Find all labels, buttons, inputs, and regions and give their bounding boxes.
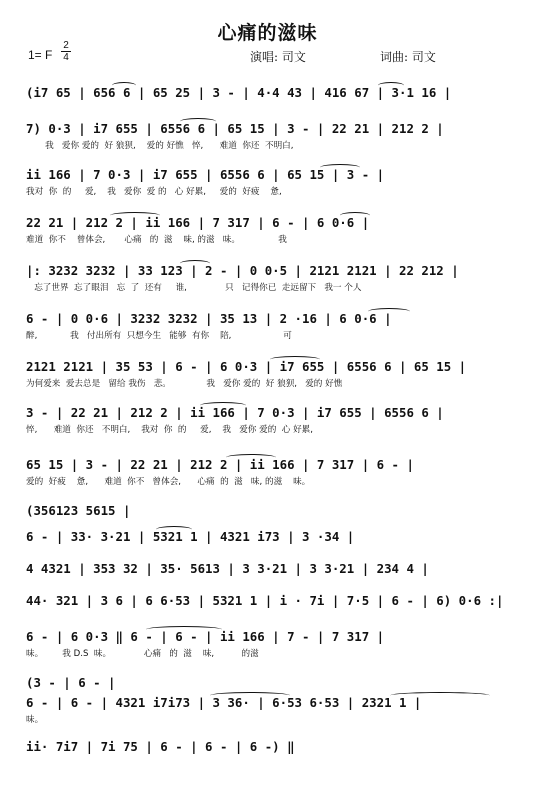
lyric-line: 爱的 好疲 惫, 难道 你不 曾体会, 心痛 的 滋 味, 的滋 味。: [26, 477, 311, 487]
staff-system: [26, 312, 516, 342]
slur-mark: [200, 402, 246, 409]
time-signature: [60, 40, 72, 63]
slur-mark: [180, 118, 216, 125]
lyric-line: 难道 你不 曾体会, 心痛 的 滋 味, 的滋 味。 我: [26, 235, 287, 245]
slur-mark: [226, 454, 276, 461]
lyric-line: 我 爱你 爱的 好 狼狈, 爱的 好憔 悴, 难道 你还 不明白,: [26, 141, 294, 151]
notation-line: 3 - | 22 21 | 212 2 | ii 166 | 7 0·3 | i7 655 | 6556 6 |: [26, 406, 444, 420]
lyric-line: [26, 104, 516, 116]
slur-mark: [210, 692, 290, 699]
staff-system: [26, 696, 516, 726]
staff-system: [26, 406, 516, 436]
key-signature: 1= F: [28, 48, 53, 62]
staff-system: [26, 562, 516, 576]
lyric-line: 味。: [26, 715, 44, 725]
singer-credit: 演唱: 司文: [250, 50, 306, 64]
slur-mark: [112, 82, 136, 89]
lyric-line: 醉, 我 付出所有 只想今生 能够 有你 陪, 可: [26, 331, 292, 341]
slur-mark: [368, 308, 410, 315]
notation-line: 44· 321 | 3 6 | 6 6·53 | 5321 1 | i · 7i | 7·5 | 6 - | 6) 0·6 :|: [26, 594, 504, 608]
notation-line: 6 - | 6 0·3 ‖ 6 - | 6 - | ii 166 | 7 - | 7 317 |: [26, 630, 385, 644]
lyric-line: 我对 你 的 爱, 我 爱你 爱 的 心 好累, 爱的 好疲 惫,: [26, 187, 282, 197]
notation-line: (i7 65 | 656 6 | 65 25 | 3 - | 4·4 43 | 416 67 | 3·1 16 |: [26, 86, 452, 100]
staff-system: [26, 504, 516, 518]
staff-system: [26, 216, 516, 246]
notation-line: 6 - | 33· 3·21 | 5321 1 | 4321 i73 | 3 ·34 |: [26, 530, 355, 544]
slur-mark: [110, 212, 160, 219]
notation-line: 65 15 | 3 - | 22 21 | 212 2 | ii 166 | 7 317 | 6 - |: [26, 458, 414, 472]
notation-line: |: 3232 3232 | 33 123 | 2 - | 0 0·5 | 2121 2121 | 22 212 |: [26, 264, 459, 278]
staff-system: [26, 458, 516, 488]
notation-line: 2121 2121 | 35 53 | 6 - | 6 0·3 | i7 655 | 6556 6 | 65 15 |: [26, 360, 467, 374]
notation-line: ii 166 | 7 0·3 | i7 655 | 6556 6 | 65 15 | 3 - |: [26, 168, 385, 182]
notation-line: 7) 0·3 | i7 655 | 6556 6 | 65 15 | 3 - | 22 21 | 212 2 |: [26, 122, 444, 136]
staff-system: [26, 740, 516, 754]
staff-system: [26, 264, 516, 294]
notation-line: 6 - | 6 - | 4321 i7i73 | 3 36· | 6·53 6·53 | 2321 1 |: [26, 696, 422, 710]
lyric-line: 悴, 难道 你还 不明白, 我对 你 的 爱, 我 爱你 爱的 心 好累,: [26, 425, 314, 435]
slur-mark: [390, 692, 490, 699]
slur-mark: [156, 526, 192, 533]
notation-line: (3 - | 6 - |: [26, 676, 116, 690]
staff-system: [26, 360, 516, 390]
composer-credit: 词曲: 司文: [380, 50, 436, 64]
slur-mark: [340, 212, 370, 219]
notation-line: 6 - | 0 0·6 | 3232 3232 | 35 13 | 2 ·16 | 6 0·6 |: [26, 312, 392, 326]
lyric-line: 忘了世界 忘了眼泪 忘 了 还有 谁, 只 记得你已 走远留下 我一 个人: [26, 283, 362, 293]
notation-line: 22 21 | 212 2 | ii 166 | 7 317 | 6 - | 6 0·6 |: [26, 216, 370, 230]
meter-top: 2: [63, 40, 69, 51]
slur-mark: [270, 356, 320, 363]
staff-system: [26, 676, 516, 690]
song-title: 心痛的滋味: [217, 22, 318, 44]
slur-mark: [378, 82, 404, 89]
staff-system: [26, 630, 516, 660]
staff-system: [26, 122, 516, 152]
notation-line: (356123 5615 |: [26, 504, 131, 518]
slur-mark: [180, 260, 210, 267]
lyric-line: 为何爱来 爱去总是 留给 我伤 悲。 我 爱你 爱的 好 狼狈, 爱的 好憔: [26, 379, 343, 389]
notation-line: 4 4321 | 353 32 | 35· 5613 | 3 3·21 | 3 3·21 | 234 4 |: [26, 562, 429, 576]
staff-system: [26, 86, 516, 116]
staff-system: [26, 594, 516, 608]
meter-bottom: 4: [63, 52, 69, 63]
staff-system: [26, 168, 516, 198]
lyric-line: 味。 我 D.S 味。 心痛 的 滋 味, 的滋: [26, 649, 259, 659]
notation-line: ii· 7i7 | 7i 75 | 6 - | 6 - | 6 -) ‖: [26, 740, 295, 754]
staff-system: [26, 530, 516, 544]
slur-mark: [320, 164, 360, 171]
slur-mark: [146, 626, 222, 633]
